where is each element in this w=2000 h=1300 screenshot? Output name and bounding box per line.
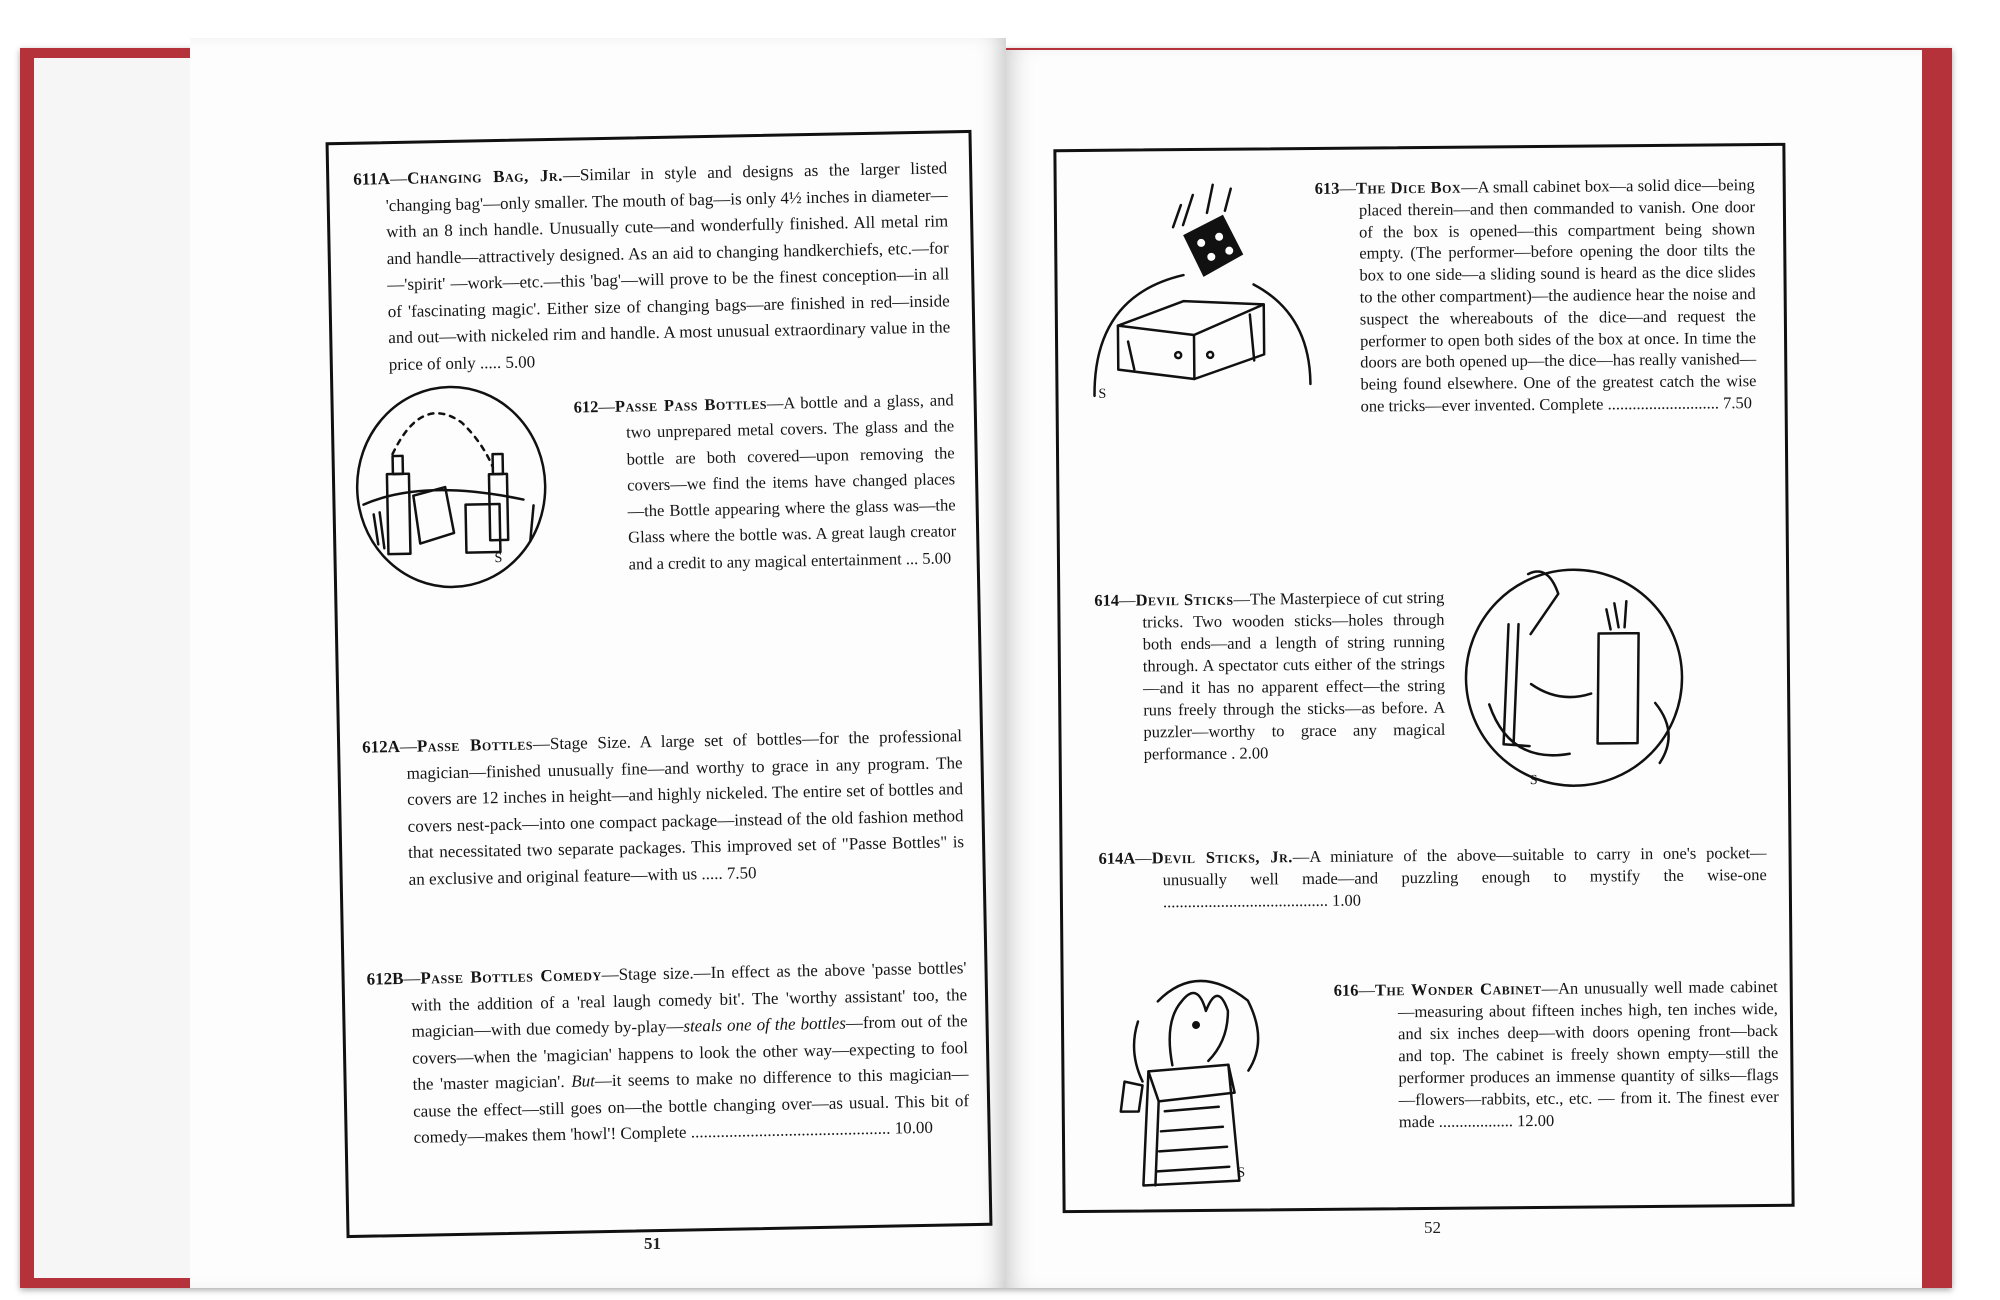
item-title: Devil Sticks, Jr. xyxy=(1151,847,1293,868)
item-description-c: —it seems to make no difference to this magician—cause the effect—still goes on—the bottle changing over—as usual. This bit of comedy—makes them 'howl'! Complete xyxy=(412,1064,970,1147)
devil-sticks-illustration xyxy=(1458,553,1690,795)
item-price: 10.00 xyxy=(894,1117,934,1138)
item-number: 611A xyxy=(353,169,391,189)
left-page-frame xyxy=(326,130,993,1238)
item-price: 1.00 xyxy=(1331,890,1362,910)
item-price: 5.00 xyxy=(922,548,952,568)
page-number-right: 52 xyxy=(1424,1218,1441,1237)
item-description-b: —from out of the covers—when the 'magician' happens to look the other way—expecting to fool the 'master magician'. xyxy=(411,1011,969,1094)
item-title: Passe Bottles xyxy=(416,734,534,756)
page-edges xyxy=(34,58,215,1278)
right-page xyxy=(1006,50,1922,1288)
item-description: An unusually well made cabinet—measuring about fifteen inches high, ten inches wide, and six inches deep—with doors opening front—back and top. The cabinet is freely shown empty—still the performer produces an immense quantity of silks—flags—flowers—rabbits, etc., etc. — from it. The finest ever made xyxy=(1397,976,1779,1132)
item-price: 12.00 xyxy=(1517,1110,1555,1131)
item-title: Passe Bottles Comedy xyxy=(420,965,602,988)
item-title: The Dice Box xyxy=(1355,177,1462,198)
item-number: 616 xyxy=(1333,980,1359,1000)
item-price: 7.50 xyxy=(1722,393,1753,413)
item-description: A small cabinet box—a solid dice—being placed therein—and then commanded to vanish. One door of the box is opened—this compartment being shown empty. (The performer—before opening the door tilts the box to one side—a sliding sound is heard as the dice slides to the other compartment)—the audience hear the noise and suspect the whereabouts of the dice—and request the performer to open both sides of the box at once. In time the doors are both opened up—the dice—has really vanished—being found elsewhere. One of the greatest catch the wise one tricks—ever invented. Complete xyxy=(1358,175,1757,416)
item-title: The Wonder Cabinet xyxy=(1374,978,1542,1000)
item-number: 614A xyxy=(1098,848,1136,868)
item-number: 612B xyxy=(366,968,404,989)
artist-mark: S xyxy=(1098,386,1107,402)
item-title: Devil Sticks xyxy=(1135,589,1234,610)
item-number: 612 xyxy=(573,397,599,417)
item-description: Similar in style and designs as the larger listed 'changing bag'—only smaller. The mouth of bag—is only 4½ inches in diameter—with an 8 inch handle. Unusually cute—and wonderfully finished. All metal rim and handle—attractively designed. As an aid to changing handkerchiefs, etc.—for—'spirit' —work—etc.—this 'bag'—will prove to be the finest conception—in all of 'fascinating magic'. Either size of changing bags—are finished in red—inside and out—with nickeled rim and handle. A most unusual extraordinary value in the price of only xyxy=(385,158,951,374)
page-number-left: 51 xyxy=(644,1234,661,1253)
catalog-item-612: 612—Passe Pass Bottles—A bottle and a glass, and two unprepared metal covers. The glass and the bottle are both covered—upon removing the covers—we find the items have changed places—the Bottle appearing where the glass was—the Glass where the bottle was. A great laugh creator and a credit to any magical entertainment ... 5.00 xyxy=(573,390,957,574)
artist-mark: S xyxy=(494,550,503,567)
item-description-but: But xyxy=(571,1071,596,1091)
artist-mark: S xyxy=(1529,773,1538,789)
item-title: Changing Bag, Jr. xyxy=(406,165,564,188)
catalog-item-611a: 611A—Changing Bag, Jr.—Similar in style and designs as the larger listed 'changing bag'—only smaller. The mouth of bag—is only 4½ inches in diameter—with an 8 inch handle. Unusually cute—and wonderfully finished. All metal rim and handle—attractively designed. As an aid to changing handkerchiefs, etc.—for—'spirit' —work—etc.—this 'bag'—will prove to be the finest conception—in all of 'fascinating magic'. Either size of changing bags—are finished in red—inside and out—with nickeled rim and handle. A most unusual extraordinary value in the price of only ..... 5.00 xyxy=(353,158,951,374)
right-page-frame xyxy=(1053,143,1794,1213)
catalog-item-614: 614—Devil Sticks—The Masterpiece of cut string tricks. Two wooden sticks—holes through both ends—and a length of string running through. A spectator cuts either of the strings—and it has no apparent effect—the string runs freely through the sticks—as before. A puzzler—worthy to grace any magical performance . 2.00 xyxy=(1094,587,1446,764)
item-number: 612A xyxy=(361,736,401,757)
item-number: 614 xyxy=(1094,590,1120,610)
left-page xyxy=(190,38,1006,1288)
item-description-a: Stage size.—In effect as the above 'passe bottles' with the addition of a 'real laugh comedy bit'. The 'worthy assistant' too, the magician—with due comedy by-play— xyxy=(410,958,968,1041)
item-description: The Masterpiece of cut string tricks. Two wooden sticks—holes through both ends—and a length of string running through. A spectator cuts either of the strings—and it has no apparent effect—the string runs freely through the sticks—as before. A puzzler—worthy to grace any magical performance xyxy=(1142,587,1446,764)
item-description: A bottle and a glass, and two unprepared metal covers. The glass and the bottle are both covered—upon removing the covers—we find the items have changed places—the Bottle appearing where the glass was—the Glass where the bottle was. A great laugh creator and a credit to any magical entertainment xyxy=(625,390,957,574)
item-description: A miniature of the above—suitable to carry in one's pocket—unusually well made—and puzzling enough to mystify the wise-one xyxy=(1162,843,1767,890)
item-description: Stage Size. A large set of bottles—for the professional magician—finished unusually fine—and worthy to grace in any program. The covers are 12 inches in height—and highly nickeled. The entire set of bottles and covers nest-pack—into one compact package—instead of the old fashion method that necessitated two separate packages. This improved set of "Passe Bottles" is an exclusive and original feature—with us xyxy=(406,726,965,889)
item-description-italic: steals one of the bottles xyxy=(683,1013,847,1036)
catalog-item-614a: 614A—Devil Sticks, Jr.—A miniature of the above—suitable to carry in one's pocket—unusually well made—and puzzling enough to mystify the wise-one ........................................ 1.00 xyxy=(1098,843,1767,912)
item-price: 2.00 xyxy=(1239,743,1269,763)
catalog-item-613: 613—The Dice Box—A small cabinet box—a solid dice—being placed therein—and then commanded to vanish. One door of the box is opened—this compartment being shown empty. (The performer—before opening the door tilts the box to one side—a sliding sound is heard as the dice slides to the other compartment)—the audience hear the noise and suspect the whereabouts of the dice—and request the performer to open both sides of the box at once. In time the doors are both opened up—the dice—has really vanished—being found elsewhere. One of the greatest catch the wise one tricks—ever invented. Complete ........................... 7.50 xyxy=(1314,175,1757,416)
catalog-item-616: 616—The Wonder Cabinet—An unusually well made cabinet—measuring about fifteen inches high, ten inches wide, and six inches deep—with doors opening front—back and top. The cabinet is freely shown empty—still the performer produces an immense quantity of silks—flags—flowers—rabbits, etc., etc. — from it. The finest ever made .................. 12.00 xyxy=(1333,976,1779,1132)
item-price: 5.00 xyxy=(505,351,536,372)
catalog-item-612a: 612A—Passe Bottles—Stage Size. A large set of bottles—for the professional magician—finished unusually fine—and worthy to grace in any program. The covers are 12 inches in height—and highly nickeled. The entire set of bottles and covers nest-pack—into one compact package—instead of the old fashion method that necessitated two separate packages. This improved set of "Passe Bottles" is an exclusive and original feature—with us ..... 7.50 xyxy=(361,726,965,889)
wonder-cabinet-illustration xyxy=(1097,960,1279,1192)
artist-mark: S xyxy=(1237,1165,1246,1181)
catalog-item-612b: 612B—Passe Bottles Comedy—Stage size.—In effect as the above 'passe bottles' with the addition of a 'real laugh comedy bit'. The 'worthy assistant' too, the magician—with due comedy by-play—steals one of the bottles—from out of the covers—when the 'magician' happens to look the other way—expecting to fool the 'master magician'. But—it seems to make no difference to this magician—cause the effect—still goes on—the bottle changing over—as usual. This bit of comedy—makes them 'howl'! Complete ............................................... 10.00 xyxy=(366,958,970,1147)
passe-bottles-illustration xyxy=(351,381,551,595)
item-price: 7.50 xyxy=(726,862,757,883)
item-number: 613 xyxy=(1314,178,1340,198)
item-title: Passe Pass Bottles xyxy=(614,393,768,416)
